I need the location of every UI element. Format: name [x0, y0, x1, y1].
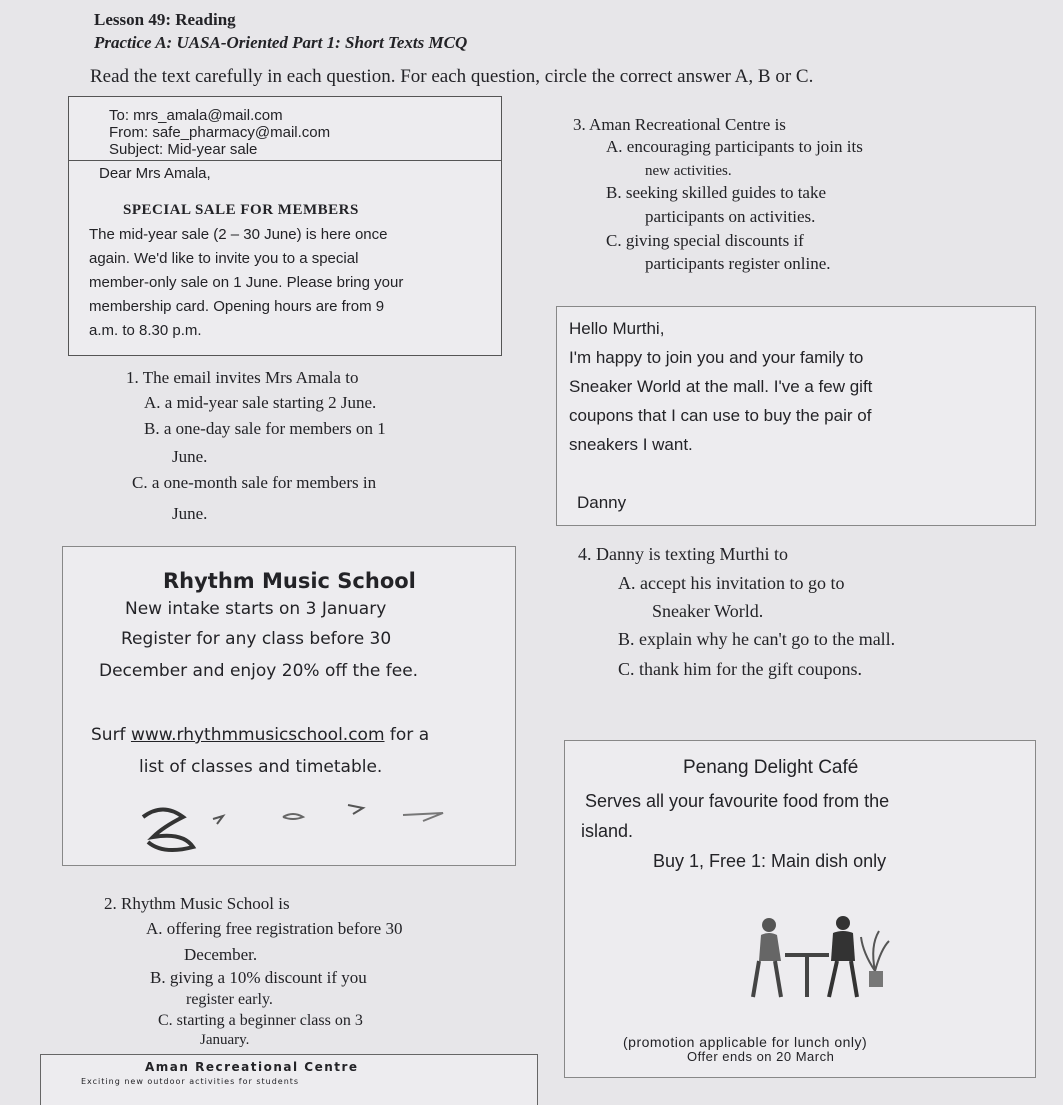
q2-stem: 2. Rhythm Music School is	[104, 894, 290, 913]
q2-option-b-cont: register early.	[186, 991, 273, 1008]
q1-option-b[interactable]: B. a one-day sale for members on 1	[144, 419, 386, 438]
message-line: Sneaker World at the mall. I've a few gift	[569, 377, 873, 396]
notice-for: for a	[389, 725, 430, 745]
music-school-notice	[62, 546, 516, 866]
q1-option-c-cont: June.	[172, 504, 208, 523]
q1-stem: 1. The email invites Mrs Amala to	[126, 368, 359, 387]
notice-url[interactable]: www.rhythmmusicschool.com	[130, 725, 385, 745]
cafe-notice	[564, 740, 1036, 1078]
q1-option-a[interactable]: A. a mid-year sale starting 2 June.	[144, 393, 377, 412]
email-subject: Subject: Mid-year sale	[109, 141, 258, 158]
message-greeting: Hello Murthi,	[569, 319, 665, 338]
q2-option-b[interactable]: B. giving a 10% discount if you	[150, 968, 367, 987]
q3-option-c[interactable]: C. giving special discounts if	[606, 231, 804, 250]
notice-line: December and enjoy 20% off the fee.	[99, 661, 419, 681]
cafe-offer: Buy 1, Free 1: Main dish only	[653, 851, 887, 871]
text-message-box	[556, 306, 1036, 526]
aman-notice	[40, 1054, 538, 1105]
practice-title-text: Practice A: UASA-Oriented Part 1: Short Texts MCQ	[94, 33, 468, 52]
q3-option-a-cont: new activities.	[645, 163, 732, 179]
notice-line: Register for any class before 30	[121, 629, 392, 649]
message-sign: Danny	[577, 493, 627, 512]
notice-line: New intake starts on 3 January	[125, 599, 387, 619]
q3-option-b-cont: participants on activities.	[645, 207, 816, 226]
email-line: a.m. to 8.30 p.m.	[89, 322, 202, 339]
notice-title: Rhythm Music School	[163, 569, 416, 593]
q3-option-a[interactable]: A. encouraging participants to join its	[606, 137, 863, 156]
q3-option-b[interactable]: B. seeking skilled guides to take	[606, 183, 827, 202]
notice-line	[91, 725, 429, 745]
email-from: From: safe_pharmacy@mail.com	[109, 124, 331, 141]
q2-option-a[interactable]: A. offering free registration before 30	[146, 919, 403, 938]
cafe-promo: (promotion applicable for lunch only)	[623, 1034, 868, 1050]
email-to: To: mrs_amala@mail.com	[109, 107, 283, 124]
cafe-ends: Offer ends on 20 March	[687, 1049, 835, 1064]
music-notes-icon	[133, 797, 473, 857]
q1-option-c[interactable]: C. a one-month sale for members in	[132, 473, 377, 492]
email-greeting: Dear Mrs Amala,	[99, 165, 211, 182]
message-line: I'm happy to join you and your family to	[569, 348, 864, 367]
q2-option-c-cont: January.	[200, 1032, 250, 1048]
message-line: coupons that I can use to buy the pair of	[569, 406, 872, 425]
q4-option-a-cont: Sneaker World.	[652, 601, 764, 621]
instruction: Read the text carefully in each question. For each question, circle the correct answer A, B or C.	[90, 66, 814, 87]
cafe-line: Serves all your favourite food from the	[585, 791, 890, 811]
notice-line: list of classes and timetable.	[139, 757, 383, 777]
message-line: sneakers I want.	[569, 435, 693, 454]
email-box	[68, 96, 502, 356]
practice-title	[94, 33, 467, 53]
email-body	[69, 219, 501, 343]
dining-couple-icon	[725, 911, 895, 1011]
q3-option-c-cont: participants register online.	[645, 254, 831, 273]
cafe-title: Penang Delight Café	[683, 757, 859, 778]
q3-stem: 3. Aman Recreational Centre is	[573, 115, 786, 134]
cafe-line: island.	[581, 821, 634, 841]
email-heading: SPECIAL SALE FOR MEMBERS	[123, 202, 359, 218]
email-line: membership card. Opening hours are from 9	[89, 298, 385, 315]
q2-option-a-cont: December.	[184, 945, 258, 964]
q4-option-b[interactable]: B. explain why he can't go to the mall.	[618, 629, 896, 649]
q4-option-a[interactable]: A. accept his invitation to go to	[618, 573, 845, 593]
email-line: The mid-year sale (2 – 30 June) is here once	[89, 226, 388, 243]
aman-title: Aman Recreational Centre	[145, 1060, 359, 1074]
q4-stem: 4. Danny is texting Murthi to	[578, 544, 788, 564]
email-line: again. We'd like to invite you to a special	[89, 250, 359, 267]
notice-surf: Surf	[91, 725, 126, 745]
lesson-title: Lesson 49: Reading	[94, 10, 236, 29]
q2-option-c[interactable]: C. starting a beginner class on 3	[158, 1012, 363, 1029]
message-body	[569, 343, 872, 459]
q4-option-c[interactable]: C. thank him for the gift coupons.	[618, 659, 862, 679]
email-line: member-only sale on 1 June. Please bring your	[89, 274, 404, 291]
q1-option-b-cont: June.	[172, 447, 208, 466]
aman-subtitle: Exciting new outdoor activities for students	[81, 1077, 300, 1086]
